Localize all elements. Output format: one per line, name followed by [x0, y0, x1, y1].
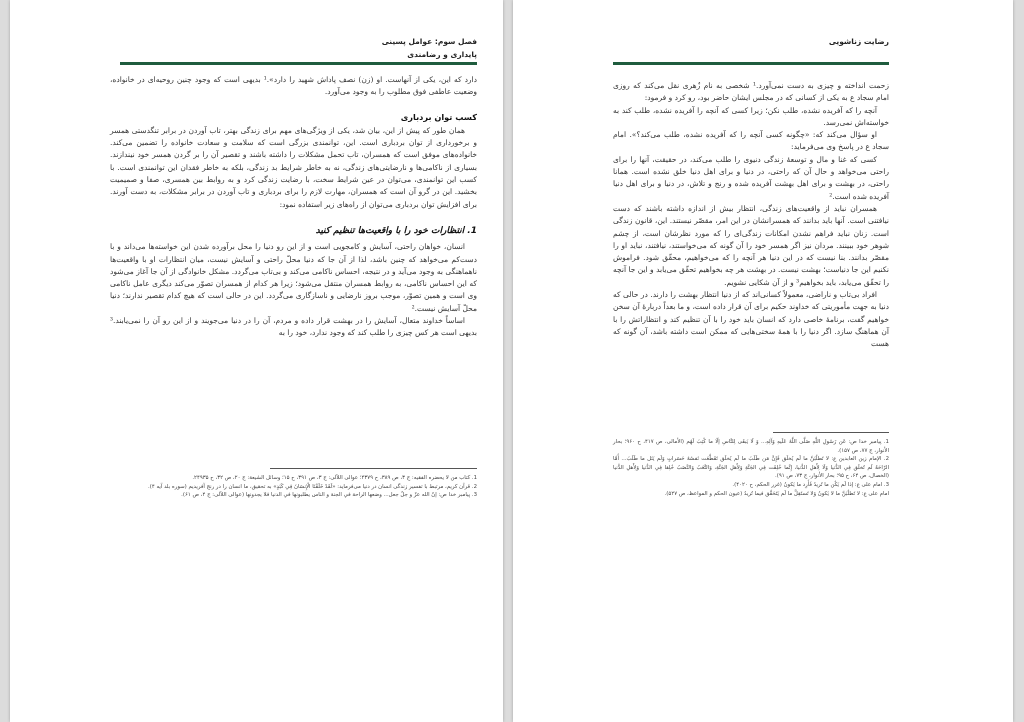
left-page-body — [110, 74, 477, 340]
book-title: رضایت زناشویی — [828, 37, 889, 46]
paragraph: افراد بی‌تاب و ناراضی، معمولاً کسانی‌اند که از دنیا انتظار بهشت را دارند. در حالی که دنیا به جهت مأموریتی که خداوند حکیم برای آن قرار داده است، و ما بعداً دربارهٔ آن سخن خواهیم گفت، برنامهٔ خاصی دارد که انسان باید خود را با آن تنظیم کند و انتظاراتش را با آن هماهنگ سازد. اگر دنیا را با همهٔ سختی‌هایی که ممکن است داشته باشد، آن گونه که هست — [613, 290, 889, 349]
right-footnotes — [613, 438, 889, 498]
paragraph-patience: همان طور که پیش از این، بیان شد، یکی از ویژگی‌های مهم برای زندگی بهتر، تاب آوردن در برابر تنگدستی همسر و برخورداری از توان بردباری است. این، توانمندی بزرگی است که سلامت و سعادت خانواده را تضمین می‌کند. خانواده‌های موفق است که همسران، تاب تحمل مشکلات را داشته باشند و تقصیر آن را بر گردن همسر خود نیندازند. بسیاری از ناکامی‌ها و نارضایتی‌های زندگی، نه به خاطر شرایط بد زندگی، بلکه به خاطر فقدان این توانمندی است. با کسب این توانمندی، می‌توان در عین شرایط سخت، با رضایت زندگی کرد و به روابط بین همسری، صفا و صمیمیت بخشید. این در گرو آن است که همسران، مهارت لازم را برای بردباری و تاب آوردن در برابر مشکلات، به دست آورند. برای افزایش توان بردباری می‌توان از راه‌های زیر استفاده نمود: — [110, 125, 477, 209]
footnote: 1. کتاب من لا یحضره الفقیه: ج ۳، ص ۳۸۹، ح ۴۳۷۹؛ عوالی اللآلی: ج ۳، ص ۳۹۱، ح ۱۵؛ وسائل الشیعة: ج ۲۰، ص ۳۲، ح ۲۴۹۳۵. — [192, 475, 477, 481]
chapter-title: فصل سوم: عوامل پسینی — [381, 37, 477, 46]
heading-expectations: 1. انتظارات خود را با واقعیت‌ها تنظیم کنید — [315, 225, 477, 236]
footnote: امام علی ع: لا تَطلُبَنَّ ما لا يَكونُ وَلا تَستَقِلَّ ما لَم يَتَحَقَّق فيما تُريدُ (عیون الحکم و المواعظ، ص ۵۲۷). — [664, 490, 889, 497]
footnote: 2. الإمام زین العابدین ع: لا تَطلُبَنَّ ما لَم يُخلَق فَإِنَّ مَن طَلَبَ ما لَم يُخلَق تَقَطَّعَت نَفسُهُ حَسَراتٍ وَلَم يَنَل ما طَلَبَ... أَمَّا الرّاحَةُ لَم تُخلَق فِي الدُّنيا وَلَا لِأَهلِ الدُّنيا، إِنَّما خُلِقَت فِي الجَنَّةِ وَلِأَهلِ الجَنَّةِ، وَالتَّعَبُ وَالنَّصَبُ خُلِقا فِي الدُّنيا وَلِأَهلِ الدُّنيا (الخصال، ص ۶۴، ح ۹۵؛ بحار الأنوار، ج ۷۳، ص ۹۱). — [613, 456, 889, 480]
footnote: 1. پیامبر خدا ص: عَن رَسُولِ اللَّهِ صَلَّى اللَّهُ عَلَيهِ وَآلِهِ... وَ لَا يَبقَى لِلنَّاسِ إلّا ما كُتِبَ لَهُم (الأمالی، ص ۴۱۷، ح ۹۶۰؛ بحار الأنوار، ج ۷۷، ص ۱۵۷). — [613, 439, 889, 454]
paragraph-expectations-2: اساساً خداوند متعال، آسایش را در بهشت قرار داده و مردم، آن را در دنیا می‌جویند و از این رو آن را نمی‌یابند.³ بدیهی است هر کس چیزی را طلب کند که وجود ندارد، خود را به — [110, 316, 477, 338]
footnote-rule — [773, 432, 889, 433]
footnote: 3. امام علی ع: إذا لَم يَكُن ما تُريدُ فَأَرِد ما يَكونُ (غرر الحکم، ح ۴۰۲۰). — [732, 481, 889, 488]
right-page-body — [613, 80, 889, 351]
left-page — [10, 0, 503, 722]
footnote: 2. قرآن کریم، مرتبط با تفسیر زندگی انسان در دنیا می‌فرماید: «لَقَدْ خَلَقْنَا الْإِنسَانَ فِي كَبَدٍ» به تحقیق، ما انسان را در رنج آفریدیم (سوره بلد آیه ۴). — [148, 483, 477, 490]
paragraph: همسران نباید از واقعیت‌های زندگی، انتظار بیش از اندازه داشته باشند که دست نیافتنی است. آنها باید بدانند که همسرانشان در این امر، مقصّر نیستند. این، قانون زندگی است. زنان نباید فراهم نشدن امکانات زندگی‌ای را که مورد نظرشان است، از چشم شوهر خود ببینند. مردان نیز اگر همسر خود را آن گونه که می‌خواستند، نیافتند، نباید او را مقصّر بدانند. بنا نیست که در این دنیا هر آنچه را که می‌خواهیم، محقّق شود. فراموش نکنیم این جا دنیاست؛ بهشت نیست. در بهشت هر چه بخواهیم تحقّق می‌یابد و این جا آنچه را تحقّق می‌یابد، باید بخواهیم³ و از آن شکایی نشویم. — [613, 203, 889, 287]
paragraph-expectations-1: انسان، خواهان راحتی، آسایش و کامجویی است و از این رو دنیا را محل برآورده شدن این خواسته‌ها می‌داند و با دست‌کم می‌خواهد که چنین باشد، لذا از آن جا که دنیا محلّ راحتی و آسایش نیست، میان انتظارات او با واقعیت‌ها ناهماهنگی به وجود می‌آید و در نتیجه، احساس ناکامی می‌کند و بی‌تاب می‌گردد. مشکل خانوادگی از آن جا آغاز می‌شود که این احساس ناکامی، به روابط همسران منتقل می‌شود؛ زیرا هر کدام از همسران تصوّر می‌کند دیگری عامل ناکامی وی است و همین تصوّر، موجب بروز نارضایی و ناسازگاری می‌گردد. این در حالی است که هیچ کدام تقصیر ندارند؛ دنیا محلّ آسایش نیست.² — [110, 242, 477, 313]
left-page-header — [10, 37, 503, 59]
intro-paragraph: دارد که این، یکی از آنهاست. او (زن) نصف پاداش شهید را دارد».¹ بدیهی است که وجود چنین روحیه‌ای در خانواده، وضعیت عاطفی فوق مطلوب را به وجود می‌آورد. — [110, 75, 477, 97]
paragraph: زحمت انداخته و چیزی به دست نمی‌آورد.¹ شخصی به نام زُهری نقل می‌کند که روزی امام سجاد ع به یکی از کسانی که در مجلس ایشان حاضر بود، رو کرد و فرمود: — [613, 81, 889, 103]
paragraph: کسی که غنا و مال و توسعهٔ زندگی دنیوی را طلب می‌کند، در حقیقت، آنها را برای راحتی می‌خواهد و حال آن که راحتی، در دنیا و برای اهل دنیا خلق نشده است. همانا راحتی، در بهشت و برای اهل بهشت آفریده شده و رنج و تلاش، در دنیا و برای اهل دنیا آفریده شده است.² — [613, 154, 889, 201]
section-title: پایداری و رضامندی — [407, 50, 477, 59]
footnote-rule — [270, 468, 477, 469]
header-rule — [120, 62, 477, 65]
paragraph: آنچه را که آفریده نشده، طلب نکن؛ زیرا کسی که آنچه را آفریده نشده، طلب کند به خواسته‌اش نمی‌رسد. — [613, 105, 889, 127]
heading-patience: کسب توان بردباری — [400, 111, 477, 122]
left-footnotes — [110, 474, 477, 500]
paragraph: او سؤال می‌کند که: «چگونه کسی آنچه را که آفریده نشده، طلب می‌کند؟». امام سجاد ع در پاسخ وی می‌فرماید: — [613, 130, 889, 152]
footnote: 3. پیامبر خدا ص: إنّ الله عزّ و جلّ جعل... وضعها الراحة في الجنة و الناس يطلبونها في الدنيا فلا يجدونها (عوالی اللآلی: ج ۴، ص ۶۱). — [181, 492, 477, 499]
header-rule — [613, 62, 889, 65]
right-page-header — [513, 37, 1013, 46]
right-page — [513, 0, 1013, 722]
